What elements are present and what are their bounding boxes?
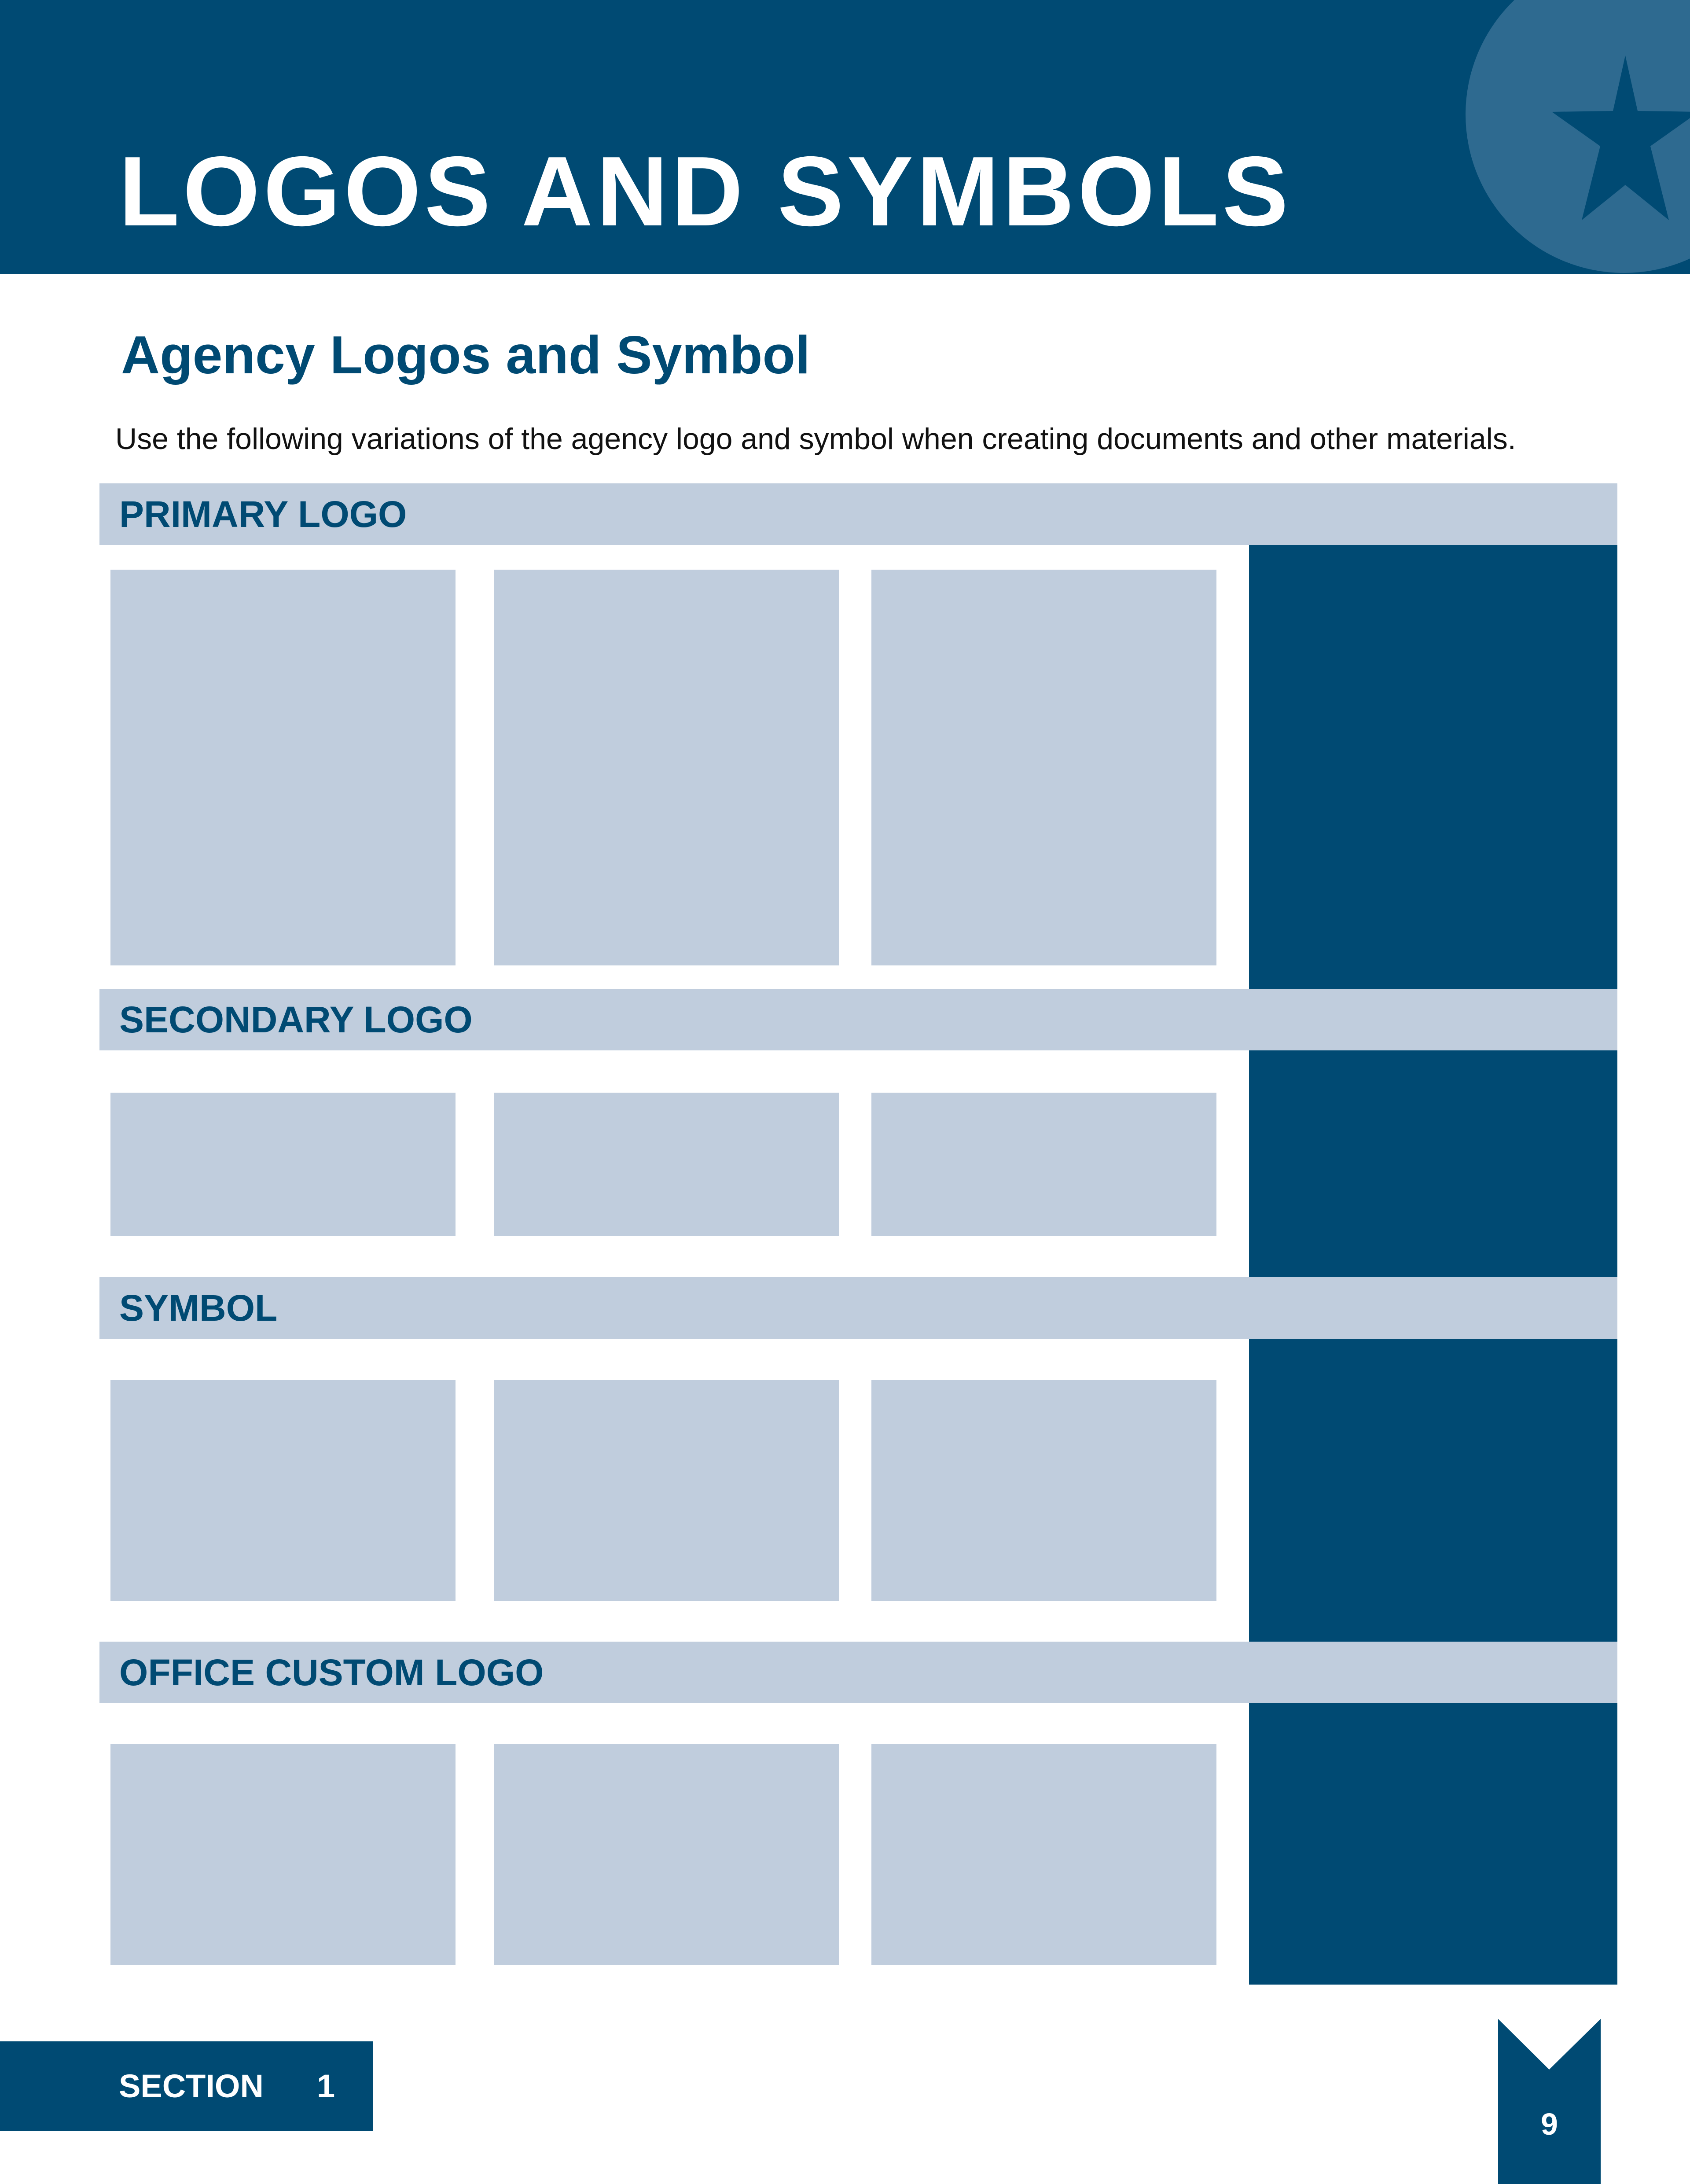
office-custom-logo-slot-1 (110, 1744, 456, 1965)
symbol-slot-2 (494, 1380, 839, 1601)
secondary-logo-heading: SECONDARY LOGO (119, 999, 473, 1040)
secondary-logo-dark-panel (1249, 1050, 1617, 1277)
secondary-logo-slot-1 (110, 1093, 456, 1236)
symbol-heading: SYMBOL (119, 1287, 278, 1329)
symbol-slot-3 (871, 1380, 1216, 1601)
section-subtitle: Agency Logos and Symbol (121, 325, 810, 385)
symbol-slot-1 (110, 1380, 456, 1601)
secondary-logo-slot-3 (871, 1093, 1216, 1236)
primary-logo-slot-2 (494, 570, 839, 965)
office-custom-logo-heading-bar (99, 1642, 1617, 1703)
intro-text: Use the following variations of the agency logo and symbol when creating documents and other materials. (115, 422, 1516, 456)
secondary-logo-slot-2 (494, 1093, 839, 1236)
star-emblem-icon (1466, 0, 1690, 273)
bookmark-ribbon-icon (1498, 2019, 1601, 2184)
section-number: 1 (317, 2068, 335, 2104)
primary-logo-slot-3 (871, 570, 1216, 965)
primary-logo-slot-1 (110, 570, 456, 965)
symbol-dark-panel (1249, 1339, 1617, 1642)
symbol-heading-bar (99, 1277, 1617, 1339)
secondary-logo-heading-bar (99, 989, 1617, 1050)
primary-logo-dark-panel (1249, 545, 1617, 989)
office-custom-logo-heading: OFFICE CUSTOM LOGO (119, 1652, 544, 1693)
office-custom-logo-slot-2 (494, 1744, 839, 1965)
primary-logo-heading: PRIMARY LOGO (119, 494, 407, 535)
page-title: LOGOS AND SYMBOLS (119, 136, 1292, 247)
office-custom-logo-slot-3 (871, 1744, 1216, 1965)
page-number: 9 (1541, 2107, 1558, 2141)
primary-logo-heading-bar (99, 483, 1617, 545)
section-label: SECTION (119, 2068, 264, 2104)
office-custom-logo-dark-panel (1249, 1703, 1617, 1985)
